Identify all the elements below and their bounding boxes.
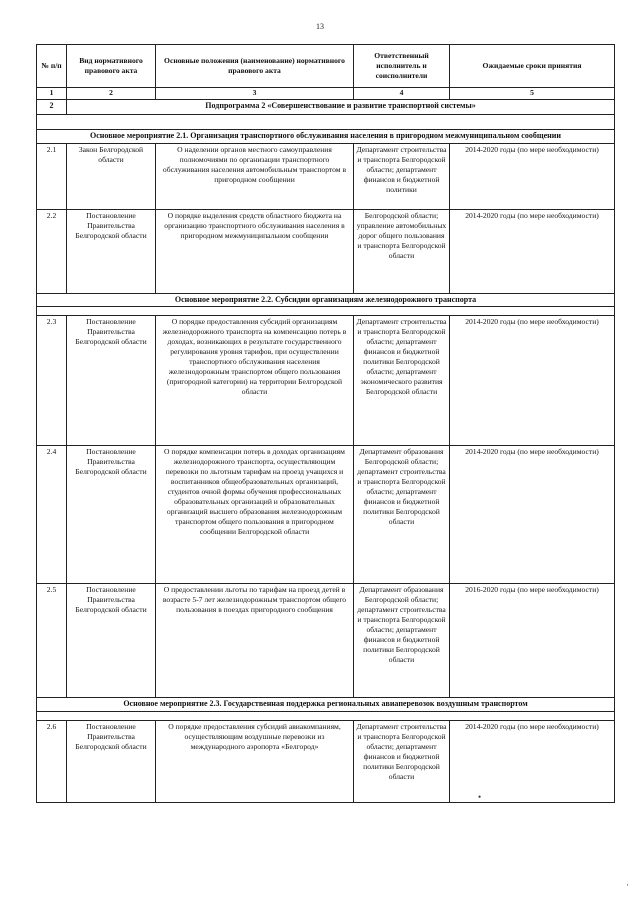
spacer-row — [37, 307, 615, 316]
executor: Белгородской области; управление автомобильных дорог общего пользования и транспорта Белгородской области — [354, 209, 450, 293]
column-number: 1 — [37, 88, 67, 100]
executor: Департамент строительства и транспорта Белгородской области; департамент финансов и бюджетной политики — [354, 143, 450, 209]
header-term: Ожидаемые сроки принятия — [450, 45, 615, 88]
act-type: Постановление Правительства Белгородской области — [67, 209, 156, 293]
section-title-row — [37, 130, 615, 144]
table-row — [37, 446, 615, 584]
spacer-cell — [37, 115, 615, 130]
provisions: О предоставлении льготы по тарифам на проезд детей в возрасте 5-7 лет железнодорожным транспортом общего пользования в поездах пригородного сообщения — [156, 584, 354, 698]
provisions: О порядке предоставления субсидий авиакомпаниям, осуществляющим воздушные перевозки из международного аэропорта «Белгород» — [156, 720, 354, 802]
table-row — [37, 584, 615, 698]
regulatory-acts-table — [36, 44, 615, 803]
subprogram-title: Подпрограмма 2 «Совершенствование и развитие транспортной системы» — [67, 100, 615, 115]
spacer-row — [37, 115, 615, 130]
row-number: 2.3 — [37, 316, 67, 446]
table-row — [37, 209, 615, 293]
row-number: 2.4 — [37, 446, 67, 584]
spacer-cell — [37, 307, 615, 316]
header-number: № п/п — [37, 45, 67, 88]
provisions: О порядке компенсации потерь в доходах организациям железнодорожного транспорта, осуществляющим перевозки по льготным тарифам на проезд учащихся и воспитанников общеобразовательных организаций, студентов очной формы обучения профессиональных образовательных организаций и образовательных организаций высшего образования железнодорожным транспортом общего пользования в пригородном сообщении Белгородской области — [156, 446, 354, 584]
header-executor: Ответственный исполнитель и соисполнители — [354, 45, 450, 88]
header-act-type: Вид нормативного правового акта — [67, 45, 156, 88]
executor: Департамент образования Белгородской области; департамент строительства и транспорта Белгородской области; департамент финансов и бюджетной политики Белгородской области — [354, 446, 450, 584]
column-number: 5 — [450, 88, 615, 100]
table-row — [37, 316, 615, 446]
row-number: 2.5 — [37, 584, 67, 698]
table-row — [37, 720, 615, 802]
subprogram-number: 2 — [37, 100, 67, 115]
executor: Департамент строительства и транспорта Белгородской области; департамент финансов и бюджетной политики Белгородской области; департамент экономического развития Белгородской области — [354, 316, 450, 446]
section-title: Основное мероприятие 2.3. Государственная поддержка региональных авиаперевозок воздушным транспортом — [37, 698, 615, 712]
term: 2014-2020 годы (по мере необходимости) — [450, 720, 615, 802]
subprogram-row — [37, 100, 615, 115]
provisions: О порядке выделения средств областного бюджета на организацию транспортного обслуживания населения в пригородном межмуниципальном сообщении — [156, 209, 354, 293]
table-header-row — [37, 45, 615, 88]
act-type: Постановление Правительства Белгородской области — [67, 720, 156, 802]
term: 2014-2020 годы (по мере необходимости) — [450, 446, 615, 584]
term: 2014-2020 годы (по мере необходимости) — [450, 209, 615, 293]
section-title-row — [37, 698, 615, 712]
table-row — [37, 143, 615, 209]
column-number: 3 — [156, 88, 354, 100]
row-number: 2.6 — [37, 720, 67, 802]
row-number: 2.2 — [37, 209, 67, 293]
spacer-cell — [37, 711, 615, 720]
term: 2016-2020 годы (по мере необходимости) — [450, 584, 615, 698]
act-type: Постановление Правительства Белгородской области — [67, 316, 156, 446]
row-number: 2.1 — [37, 143, 67, 209]
page-number: 13 — [316, 22, 324, 31]
scan-speck-mark: · — [626, 880, 629, 890]
section-title-row — [37, 293, 615, 307]
section-title: Основное мероприятие 2.1. Организация транспортного обслуживания населения в пригородном межмуниципальном сообщении — [37, 130, 615, 144]
column-number: 2 — [67, 88, 156, 100]
header-provisions: Основные положения (наименование) нормативного правового акта — [156, 45, 354, 88]
executor: Департамент образования Белгородской области; департамент строительства и транспорта Белгородской области; департамент финансов и бюджетной политики Белгородской области — [354, 584, 450, 698]
scan-speck-mark: • — [478, 792, 482, 802]
executor: Департамент строительства и транспорта Белгородской области; департамент финансов и бюджетной политики Белгородской области — [354, 720, 450, 802]
term: 2014-2020 годы (по мере необходимости) — [450, 316, 615, 446]
spacer-row — [37, 711, 615, 720]
section-title: Основное мероприятие 2.2. Субсидии организациям железнодорожного транспорта — [37, 293, 615, 307]
column-number-row — [37, 88, 615, 100]
term: 2014-2020 годы (по мере необходимости) — [450, 143, 615, 209]
act-type: Постановление Правительства Белгородской области — [67, 446, 156, 584]
provisions: О наделении органов местного самоуправления полномочиями по организации транспортного обслуживания населения автомобильным транспортом в пригородном сообщении — [156, 143, 354, 209]
act-type: Закон Белгородской области — [67, 143, 156, 209]
column-number: 4 — [354, 88, 450, 100]
provisions: О порядке предоставления субсидий организациям железнодорожного транспорта на компенсацию потерь в доходах, возникающих в результате государственного регулирования уровня тарифов, при осуществлении транспортного обслуживания населения железнодорожным транспортом общего пользования (пригородной категории) на территории Белгородской области — [156, 316, 354, 446]
act-type: Постановление Правительства Белгородской области — [67, 584, 156, 698]
